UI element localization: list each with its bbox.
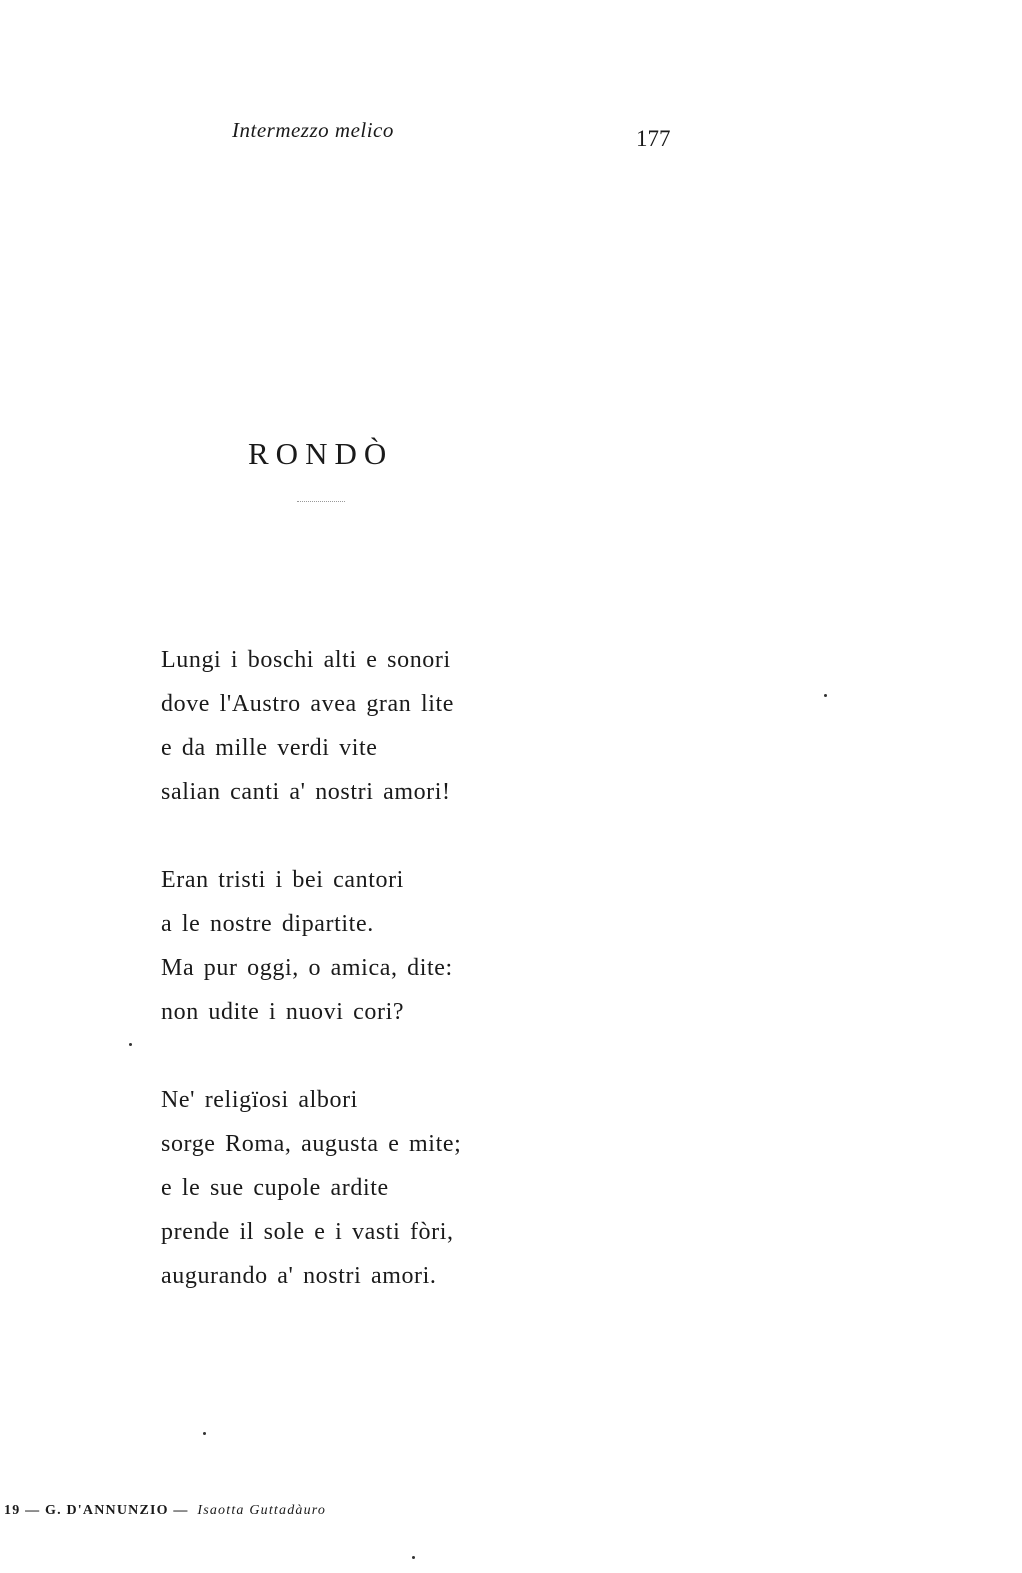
poem-line: augurando a' nostri amori. (161, 1263, 437, 1289)
scan-speck (129, 1043, 132, 1046)
scan-speck (824, 694, 827, 697)
stanza-1 (161, 638, 461, 814)
poem-line: e da mille verdi vite (161, 735, 378, 761)
poem-line: salian canti a' nostri amori! (161, 779, 451, 805)
poem-line: Ne' religïosi albori (161, 1087, 358, 1113)
running-head: Intermezzo melico (232, 118, 394, 142)
footer-signature (4, 1503, 326, 1519)
poem-line: sorge Roma, augusta e mite; (161, 1131, 462, 1157)
poem-line: a le nostre dipartite. (161, 911, 374, 937)
poem-line: Eran tristi i bei cantori (161, 867, 404, 893)
poem-line: dove l'Austro avea gran lite (161, 691, 455, 717)
footer-book-title: Isaotta Guttadàuro (197, 1503, 327, 1518)
scan-speck (203, 1432, 206, 1435)
stanza-3 (161, 1078, 461, 1298)
stanza-2 (161, 858, 461, 1034)
poem-line: Lungi i boschi alti e sonori (161, 647, 451, 673)
poem-line: e le sue cupole ardite (161, 1175, 389, 1201)
poem-title: RONDÒ (248, 436, 394, 471)
poem-body (161, 638, 461, 1298)
poem-line: Ma pur oggi, o amica, dite: (161, 955, 453, 981)
poem-line: prende il sole e i vasti fòri, (161, 1219, 454, 1245)
page-number: 177 (636, 126, 671, 151)
title-rule (297, 501, 345, 502)
signature-mark: 19 — G. D'ANNUNZIO — (4, 1503, 189, 1518)
scan-speck (412, 1556, 415, 1559)
poem-line: non udite i nuovi cori? (161, 999, 405, 1025)
